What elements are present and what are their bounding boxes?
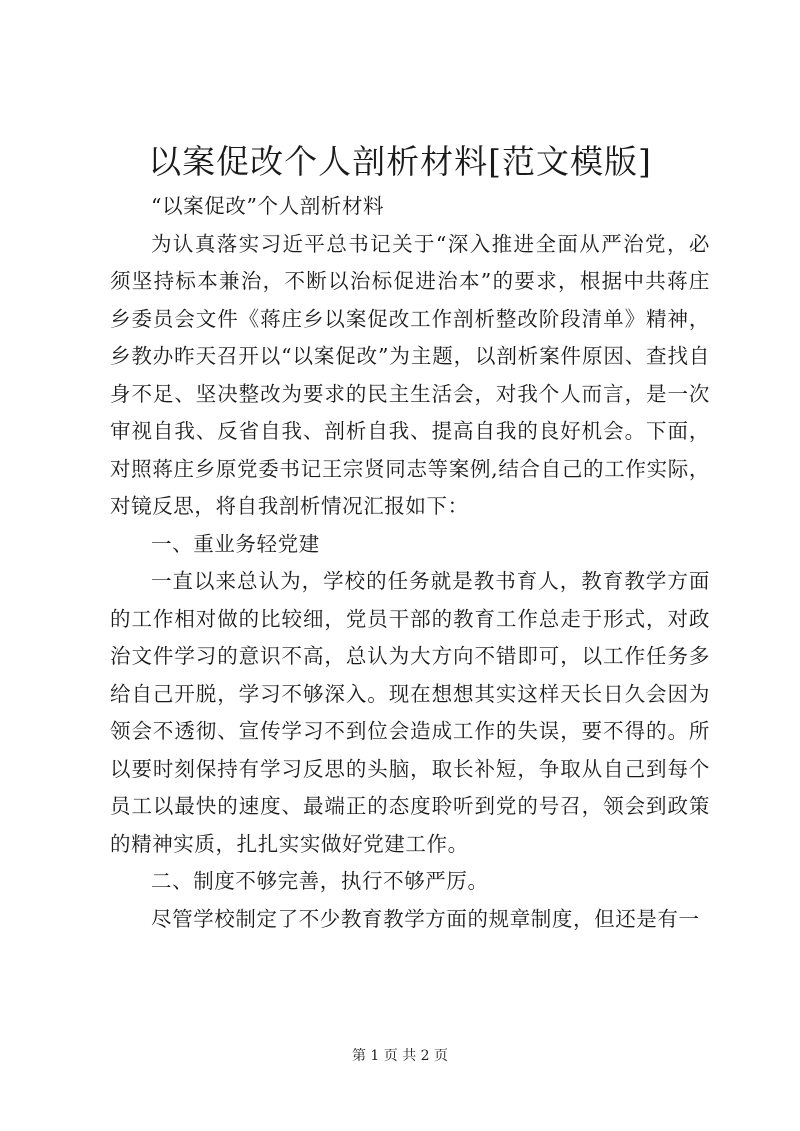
section-1-paragraph: 一直以来总认为，学校的任务就是教书育人，教育教学方面的工作相对做的比较细，党员干部的教育工作总走于形式，对政治文件学习的意识不高，总认为大方向不错即可，以工作任务多给自己开脱，学习不够深入。现在想想其实这样天长日久会因为领会不透彻、宣传学习不到位会造成工作的失误，要不得的。所以要时刻保持有学习反思的头脑，取长补短，争取从自己到每个员工以最快的速度、最端正的态度聆听到党的号召，领会到政策的精神实质，扎扎实实做好党建工作。 [110, 569, 710, 856]
page-footer: 第 1 页 共 2 页 [351, 1048, 449, 1064]
section-heading-2: 二、制度不够完善，执行不够严厉。 [151, 869, 489, 893]
subtitle-paragraph: “以案促改”个人剖析材料 [151, 194, 385, 218]
intro-paragraph: 为认真落实习近平总书记关于“深入推进全面从严治党，必须坚持标本兼治，不断以治标促进治本”的要求，根据中共蒋庄乡委员会文件《蒋庄乡以案促改工作剖析整改阶段清单》精神，乡教办昨天召开以“以案促改”为主题，以剖析案件原因、查找自身不足、坚决整改为要求的民主生活会，对我个人而言，是一次审视自我、反省自我、剖析自我、提高自我的良好机会。下面，对照蒋庄乡原党委书记王宗贤同志等案例,结合自己的工作实际，对镜反思，将自我剖析情况汇报如下： [110, 231, 710, 518]
document-body [110, 188, 710, 938]
section-heading-1: 一、重业务轻党建 [151, 531, 320, 556]
section-2-paragraph: 尽管学校制定了不少教育教学方面的规章制度，但还是有一 [151, 906, 700, 931]
document-title: 以案促改个人剖析材料[范文模版] [148, 142, 652, 181]
